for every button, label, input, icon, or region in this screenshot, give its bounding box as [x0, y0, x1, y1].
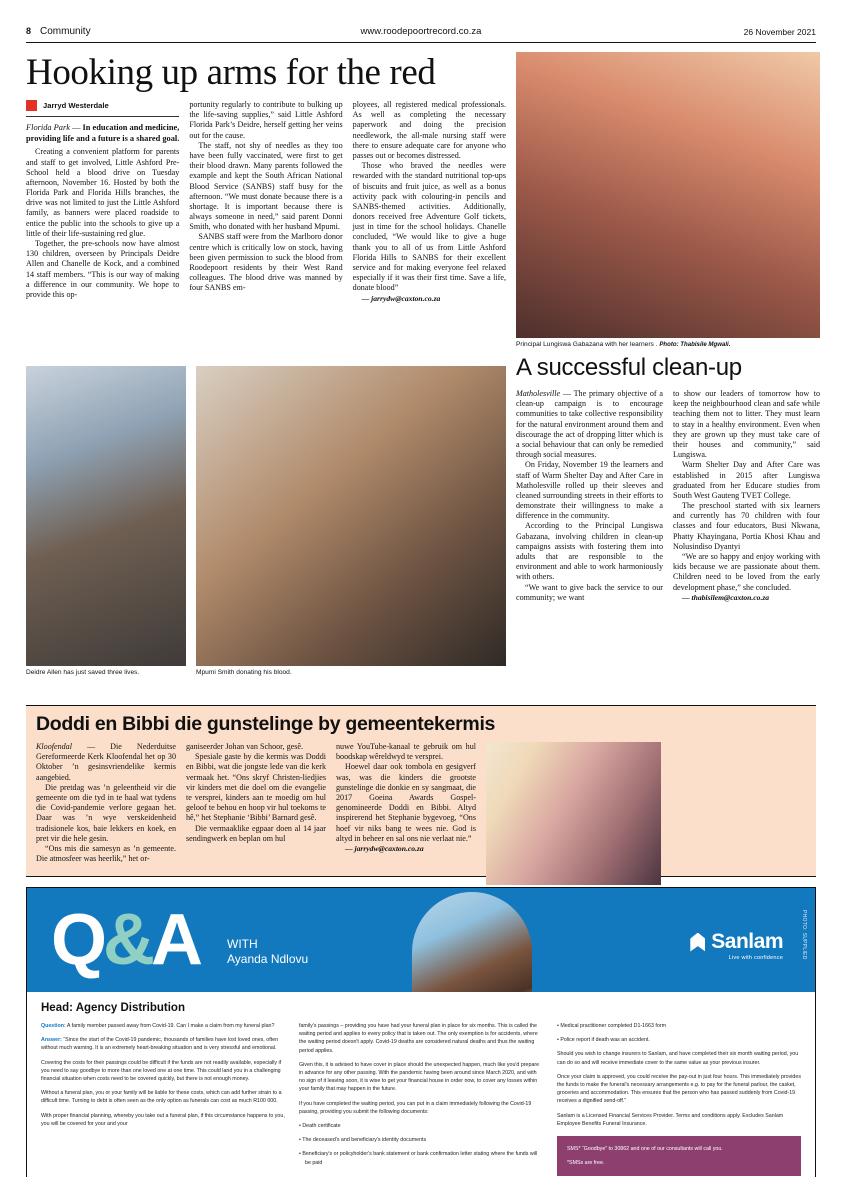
sms-line-2: *SMSs are free.	[567, 1160, 605, 1167]
qa-answer-text: “Since the start of the Covid-19 pandemic, thousands of families have lost loved ones, often without much warning. It is an extremely heart-breaking situation and is very stressful and emotional.	[41, 1037, 279, 1052]
lead-headline: Hooking up arms for the red	[26, 52, 436, 93]
lead-story-email: — jarrydw@caxton.co.za	[361, 293, 441, 303]
byline-accent-square	[26, 100, 37, 111]
second-standfirst-location: Matholesville	[516, 389, 561, 398]
paragraph: Given this, it is advised to have cover in place should the unexpected happen, much like you'd prepare in advance for any other passing. With the pandemic having been around since March 2020, and with no sign of it leaving soon, it is wise to get your financial house in order now, to cover any losses within your family that may happen in the future.	[299, 1061, 540, 1093]
paragraph: portunity regularly to contribute to bulking up the life-saving supplies,” said Little Ashford Florida Park’s Deidre, herself getting her veins out for the cause.	[189, 100, 343, 140]
masthead-website: www.roodepoortrecord.co.za	[360, 26, 482, 37]
afr-standfirst-text: Die Nederduitse Gereformeerde Kerk Kloofendal het op 30 Oktober ’n gesinsvriendelike kermis aangebied.	[36, 742, 176, 782]
lead-column-3	[353, 100, 506, 303]
second-col1-body	[516, 389, 663, 603]
qa-question-label: Question:	[41, 1023, 66, 1029]
lead-col1-body	[26, 147, 179, 300]
sms-callout-box	[557, 1136, 801, 1176]
qa-with-label: WITH	[227, 937, 258, 951]
paragraph: Hoewel daar ook tombola en gesigverf was, was die kinders die grootste gunstelinge die donkie en sy sangmaat, die 2017 Goeina Awards Gospel-genomineerde Doddi en Bibbi. Altyd inspirerend het Stephanie bygevoeg, “Ons hoef vir niks bang te wees nie. God is altyd in beheer en sal ons nie verlaat nie.”	[336, 762, 476, 843]
sms-line-1: SMS* “Goodbye” to 30862 and one of our consultants will call you.	[567, 1146, 723, 1153]
afr-standfirst-location: Kloofendal	[36, 742, 72, 751]
paragraph: Should you wish to change insurers to Sanlam, and have completed their six month waiting period, you can do so and will receive immediate cover to the same value as your previous insurer.	[557, 1051, 799, 1066]
sanlam-qa-advert	[26, 887, 816, 1177]
paragraph: Together, the pre-schools now have almost 130 children, overseen by Principals Deidre Allen and Chanelle de Kock, and a combined 14 staff members. “This is our way of making a difference in our community. We hope to provide this op-	[26, 239, 180, 299]
afrikaans-story	[26, 705, 816, 877]
qa-with-block	[227, 937, 308, 967]
page-number: 8	[26, 26, 32, 36]
second-headline: A successful clean-up	[516, 354, 742, 381]
byline	[26, 100, 179, 117]
afr-col3-body	[336, 742, 476, 853]
photo-deidre-caption: Deidre Allen has just saved three lives.	[26, 669, 140, 676]
lead-story-photo-area	[516, 52, 820, 603]
masthead-date: 26 November 2021	[743, 27, 816, 37]
sanlam-wordmark: Sanlam	[711, 930, 783, 953]
afrikaans-column-3	[336, 742, 476, 895]
qa-heading: Head: Agency Distribution	[41, 1002, 185, 1014]
afrikaans-columns	[36, 742, 806, 895]
sanlam-qa-body	[27, 992, 815, 1188]
photo-mpumi-caption: Mpumi Smith donating his blood.	[196, 669, 292, 676]
paragraph: If you have completed the waiting period, you can put in a claim immediately following the Covid-19 passing, providing you submit the following documents:	[299, 1100, 532, 1115]
qa-column-2	[299, 1022, 543, 1176]
byline-author: Jarryd Westerdale	[43, 101, 109, 110]
second-column-1	[516, 389, 663, 603]
second-standfirst-dash: —	[562, 389, 571, 398]
list-item: • Beneficiary's or policyholder's bank statement or bank confirmation letter stating where the funds will be paid	[299, 1151, 538, 1166]
qa-logo-a: A	[151, 900, 200, 980]
lead-col2-body	[189, 100, 342, 294]
second-story-columns	[516, 389, 820, 603]
sanlam-logo	[690, 930, 783, 954]
qa-column-1	[41, 1022, 285, 1176]
sanlam-tagline: Live with confidence	[728, 955, 783, 961]
photo-deidre-block	[26, 366, 186, 676]
afr-col2-body	[186, 742, 326, 844]
paragraph: The preschool started with six learners and currently has 70 children with four classes and four educators, Busi Nkwana, Phatty Khayingana, Portia Khosi Khau and Nolusindiso Dyantyi	[673, 501, 820, 551]
afr-standfirst-dash: —	[87, 742, 96, 751]
paragraph: to show our leaders of tomorrow how to keep the neighbourhood clean and safe while teaching them not to litter. They must learn to stay in a healthy environment. Even when they are grown up they must take care of their houses and community,” said Lungiswa.	[673, 389, 820, 460]
lead-story-columns	[26, 100, 506, 303]
qa-columns	[41, 1022, 801, 1176]
second-standfirst-text: The primary objective of a clean-up campaign is to encourage communities to take collective responsibility for the natural environment around them and discourage the act of dropping litter which is a social behaviour that can only be remedied through social measures.	[516, 389, 663, 460]
masthead-left	[26, 26, 287, 37]
paragraph: Die vermaaklike egpaar doen al 14 jaar sendingwerk en beplan om hul	[186, 823, 326, 843]
sanlam-banner	[27, 888, 815, 992]
paragraph: ganiseerder Johan van Schoor, gesê.	[186, 742, 303, 751]
photo-credit-vertical: PHOTO: SUPPLIED	[801, 910, 807, 960]
paragraph: With proper financial planning, whereby you take out a funeral plan, if this circumstance happens to you, you will be covered for your and your	[41, 1112, 285, 1127]
qa-question-text: A family member passed away from Covid-19. Can I make a claim from my funeral plan?	[66, 1023, 275, 1029]
photo-deidre-allen	[26, 366, 186, 666]
second-col2-body	[673, 389, 820, 602]
page-masthead	[26, 26, 816, 43]
sanlam-shield-icon	[690, 933, 705, 952]
caption-credit: Photo: Thabisile Mgwali.	[659, 341, 731, 348]
qa-expert-name: Ayanda Ndlovu	[227, 952, 309, 966]
paragraph: ployees, all registered medical professionals. As well as completing the necessary paperwork and doing the precision needlework, the all-male nursing staff were there to ensure adequate care for anyone who passes out or becomes distressed.	[352, 100, 506, 160]
list-item: • Medical practitioner completed D1-1663 form	[557, 1023, 667, 1029]
paragraph: nuwe YouTube-kanaal te gebruik om hul boodskap wêreldwyd te versprei.	[336, 742, 476, 762]
paragraph: Without a funeral plan, you or your family will be liable for these costs, which can add further strain to a difficult time. Turning to debt is often seen as the only option as funerals can cost as much R100 000.	[41, 1090, 282, 1105]
paragraph: Spesiale gaste by die kermis was Doddi en Bibbi, wat die jongste lede van die kerk vermaak het. “Ons skryf Christen-liedjies vir kinders met die doel om die evangelie te versprei, kinders aan te moedig om hul geloof te behou en hoop vir hul toekoms te hê,” het Stephanie ‘Bibbi’ Barnard gesê.	[186, 752, 326, 823]
paragraph: Those who braved the needles were rewarded with the standard nutritional top-ups of biscuits and fruit juice, as well as a bonus activity pack with colouring-in pencils and SANBS-themed activities. Additionally, donors received free Adventure Golf tickets, just in time for the school holidays. Chanelle concluded, “We would like to give a huge thank you to all of us from Little Ashford Florida Hills to SANBS for their excellent service and for making everyone feel relaxed especially if it was their first time. Save a life, donate blood”	[352, 161, 506, 293]
lead-column-1	[26, 100, 179, 303]
section-name: Community	[40, 26, 91, 37]
list-item: • The deceased's and beneficiary's identity documents	[299, 1137, 427, 1144]
paragraph: “Ons mis die samesyn as ’n gemeente. Die atmosfeer was heerlik,” het or-	[36, 843, 176, 864]
afrikaans-headline: Doddi en Bibbi die gunstelinge by gemeentekermis	[36, 713, 496, 735]
afr-col1-body	[36, 742, 176, 864]
paragraph: Once your claim is approved, you could receive the pay-out in just four hours. This immediately provides the funds to make the funeral's necessary arrangements e.g. to pay for the funeral parlour, the casket, groceries and accommodation. This ensures that the person who has passed suddenly from Covid-19 receives a dignified send-off.”	[557, 1073, 801, 1105]
standfirst-text: In education and medicine, providing life and a future is a shared goal.	[26, 123, 180, 143]
second-story-email: — thabisilem@caxton.co.za	[682, 592, 770, 602]
lead-secondary-photos	[26, 366, 506, 676]
list-item: • Death certificate	[299, 1123, 341, 1130]
qa-question	[41, 1022, 285, 1030]
second-column-2	[673, 389, 820, 603]
paragraph: “We are so happy and enjoy working with kids because we are passionate about them. Children need to be loved from the early development phase,” she concluded.	[673, 552, 820, 592]
paragraph: The staff, not shy of needles as they too have been fully vaccinated, were first to get their blood drawn. Many parents followed the example and kept the South African National Blood Service (SANBS) staff busy for the afternoon. “We must donate because there is a shortage. It is important because there is always someone in need,” said parent Donni Smith, who donated with her husband Mpumi.	[189, 140, 343, 232]
qa-logo-ampersand: &	[103, 900, 152, 980]
paragraph	[36, 742, 176, 783]
standfirst-dash: —	[72, 123, 81, 132]
paragraph: “We want to give back the service to our community; we want	[516, 582, 663, 602]
qa-logo-q: Q	[51, 900, 104, 980]
lead-col3-body	[353, 100, 506, 303]
afrikaans-photo-block	[486, 742, 661, 895]
qa-column-3	[557, 1022, 801, 1176]
photo-principal-caption	[516, 338, 820, 348]
paragraph: family's passings – providing you have had your funeral plan in place for six months. This is called the waiting period and applies to every policy that is taken out. The only exemption is for accidents, where the waiting period doesn't apply. Covid-19 deaths are considered natural deaths and thus the waiting period applies.	[299, 1023, 538, 1054]
afrikaans-column-1	[36, 742, 176, 895]
paragraph: Creating a convenient platform for parents and staff to get involved, Little Ashford Pre-School held a blood drive on Tuesday afternoon, November 16. Hosted by both the Florida Park and Florida Hills branches, the drive was not limited to just the Little Ashford family, as banners were placed roadside to entice the public into the schools to give up a little of their life-sustaining red glue.	[26, 147, 180, 238]
lead-standfirst	[26, 123, 179, 144]
standfirst-location: Florida Park	[26, 123, 70, 132]
qa-answer-label: Answer:	[41, 1037, 62, 1044]
paragraph: Covering the costs for their passings could be difficult if the funds are not readily available, especially if you need to say goodbye to more than one loved one at one time. This could land you in a challenging financial situation when costs need to be covered quickly, but there is not enough money.	[41, 1059, 282, 1083]
list-item: • Police report if death was an accident.	[557, 1037, 650, 1044]
qa-answer	[41, 1036, 285, 1052]
photo-principal-learners	[516, 52, 820, 338]
qa-logo	[51, 900, 200, 980]
paragraph: Sanlam is a Licensed Financial Services Provider. Terms and conditions apply. Excludes Sanlam Employee Benefits Funeral Insurance.	[557, 1112, 784, 1127]
paragraph: Warm Shelter Day and After Care was established in 2015 after Lungiswa graduated from her Educare studies from South West Gauteng TVET College.	[673, 460, 820, 500]
photo-mpumi-block	[196, 366, 506, 676]
afrikaans-column-2	[186, 742, 326, 895]
caption-text: Principal Lungiswa Gabazana with her learners .	[516, 341, 658, 348]
photo-mpumi-smith	[196, 366, 506, 666]
paragraph: Die pretdag was ’n geleentheid vir die gemeente om die tyd in te haal wat tydens die Covid-pandemie verlore gegaan het. Daar was ’n wye verskeidenheid tradisionele kos, baie lekkers en koek, en pret vir die hele gesin.	[36, 782, 176, 843]
photo-stephanie-barnard	[486, 742, 661, 885]
paragraph: SANBS staff were from the Marlboro donor centre which is critically low on stock, having been given permission to suck the blood from Roodepoort residents by their West Rand colleagues. The blood drive was manned by four SANBS em-	[189, 232, 343, 293]
paragraph: On Friday, November 19 the learners and staff of Warm Shelter Day and After Care in Matholesville rolled up their sleeves and cleaned surrounding streets in their efforts to demonstrate their willingness to make a difference in the community.	[516, 460, 663, 521]
avatar-ayanda-ndlovu	[412, 892, 532, 992]
afrikaans-story-email: — jarrydw@caxton.co.za	[345, 843, 424, 853]
lead-column-2	[189, 100, 342, 303]
paragraph: According to the Principal Lungiswa Gabazana, involving children in clean-up campaigns assists with fostering them into adults that are responsible to the environment and able to work harmoniously with others.	[516, 521, 663, 582]
paragraph	[516, 389, 663, 460]
